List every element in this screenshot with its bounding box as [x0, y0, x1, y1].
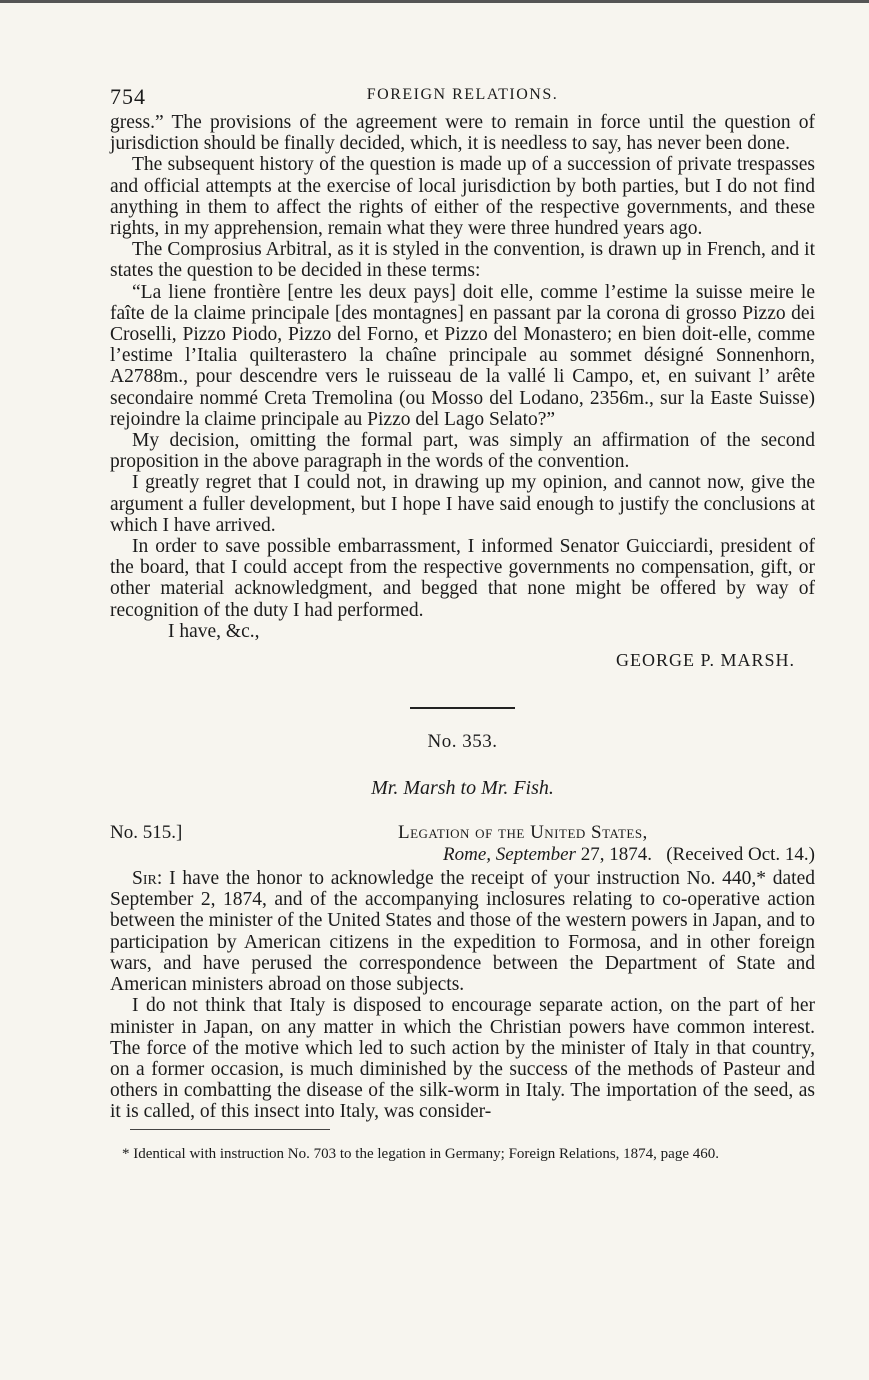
section-divider: [410, 707, 515, 709]
legation-heading: Legation of the United States,: [398, 822, 648, 844]
paragraph-continuation: gress.” The provisions of the agreement were to remain in force until the question of jurisdiction should be finally decided, which, it is needless to say, has never been done.: [110, 112, 815, 155]
letter-paragraph-2: I do not think that Italy is disposed to encourage separate action, on the part of her minister in Japan, on any matter in which the Christian powers have common interest. The force of the motive which led to such action by the minister of Italy in that country, on a former occasion, is much diminished by the success of the methods of Pasteur and others in combatting the disease of the silk-worm in Italy. The importation of the seed, as it is called, of this insect into Italy, was consider-: [110, 995, 815, 1123]
paragraph-regret: I greatly regret that I could not, in drawing up my opinion, and cannot now, give the argument a fuller development, but I hope I have said enough to justify the conclusions at which I have arrived.: [110, 472, 815, 536]
paragraph-decision: My decision, omitting the formal part, was simply an affirmation of the second proposition in the above paragraph in the words of the convention.: [110, 430, 815, 473]
letter-body: [110, 868, 815, 1122]
footnote: * Identical with instruction No. 703 to the legation in Germany; Foreign Relations, 1874, page 460.: [122, 1145, 719, 1162]
received-note: (Received Oct. 14.): [666, 844, 815, 866]
body-text: [110, 112, 815, 642]
page-number: 754: [110, 84, 146, 109]
paragraph-compromis: The Comprosius Arbitral, as it is styled in the convention, is drawn up in French, and it states the question to be decided in these terms:: [110, 239, 815, 282]
footnote-rule: [130, 1129, 330, 1130]
closing-formula: I have, &c.,: [168, 620, 260, 642]
letter-paragraph-1-text: I have the honor to acknowledge the receipt of your instruction No. 440,* dated September 2, 1874, and of the accompanying inclosures relating to co-operative action between the minister of the United States and those of the western powers in Japan, and to participation by American citizens in the expedition to Formosa, and in other foreign wars, and have perused the correspondence between the Department of State and American ministers abroad on those subjects.: [110, 868, 816, 996]
paragraph-compensation: In order to save possible embarrassment, I informed Senator Guicciardi, president of the board, that I could accept from the respective governments no compensation, gift, or other material acknowledgment, and begged that none might be offered by way of recognition of the duty I had performed.: [110, 536, 815, 621]
french-quotation: “La liene frontière [entre les deux pays] doit elle, comme l’estime la suisse meire le faîte de la claime principale [des montagnes] en passant par la corona di grosso Pizzo dei Croselli, Pizzo Piodo, Pizzo del Forno, et Pizzo del Monastero; en bien doit-elle, comme l’estime l’Italia quilterastero la chaîne principale au sommet désigné Sonnenhorn, A2788m., pour descendre vers le ruisseau de la vallé li Campo, et, en suivant l’ arête secondaire nommé Creta Tremolina (ou Mosso del Lodano, 2356m., sur la Easte Suisse) rejoindre la claime principale au Pizzo del Lago Selato?”: [110, 281, 815, 430]
signature: GEORGE P. MARSH.: [615, 650, 795, 671]
top-edge-rule: [0, 0, 869, 3]
paragraph-history: The subsequent history of the question is made up of a succession of private trespasses and official attempts at the exercise of local jurisdiction by both parties, but I do not find anything in them to affect the rights of either of the respective governments, and these rights, in my apprehension, remain what they were three hundred years ago.: [110, 154, 815, 240]
running-head: [110, 78, 815, 112]
letter-heading: [110, 822, 815, 868]
document-page: [110, 78, 815, 1178]
place-date: Rome, September: [443, 844, 576, 866]
document-number: No. 353.: [427, 731, 498, 753]
letter-paragraph-1: [110, 868, 815, 995]
running-title: FOREIGN RELATIONS.: [366, 86, 559, 103]
dateline: [443, 844, 815, 866]
date-year: 27, 1874.: [580, 844, 652, 866]
despatch-number: No. 515.]: [110, 822, 183, 844]
salutation: Sir:: [132, 868, 163, 890]
document-title: Mr. Marsh to Mr. Fish.: [371, 777, 554, 800]
